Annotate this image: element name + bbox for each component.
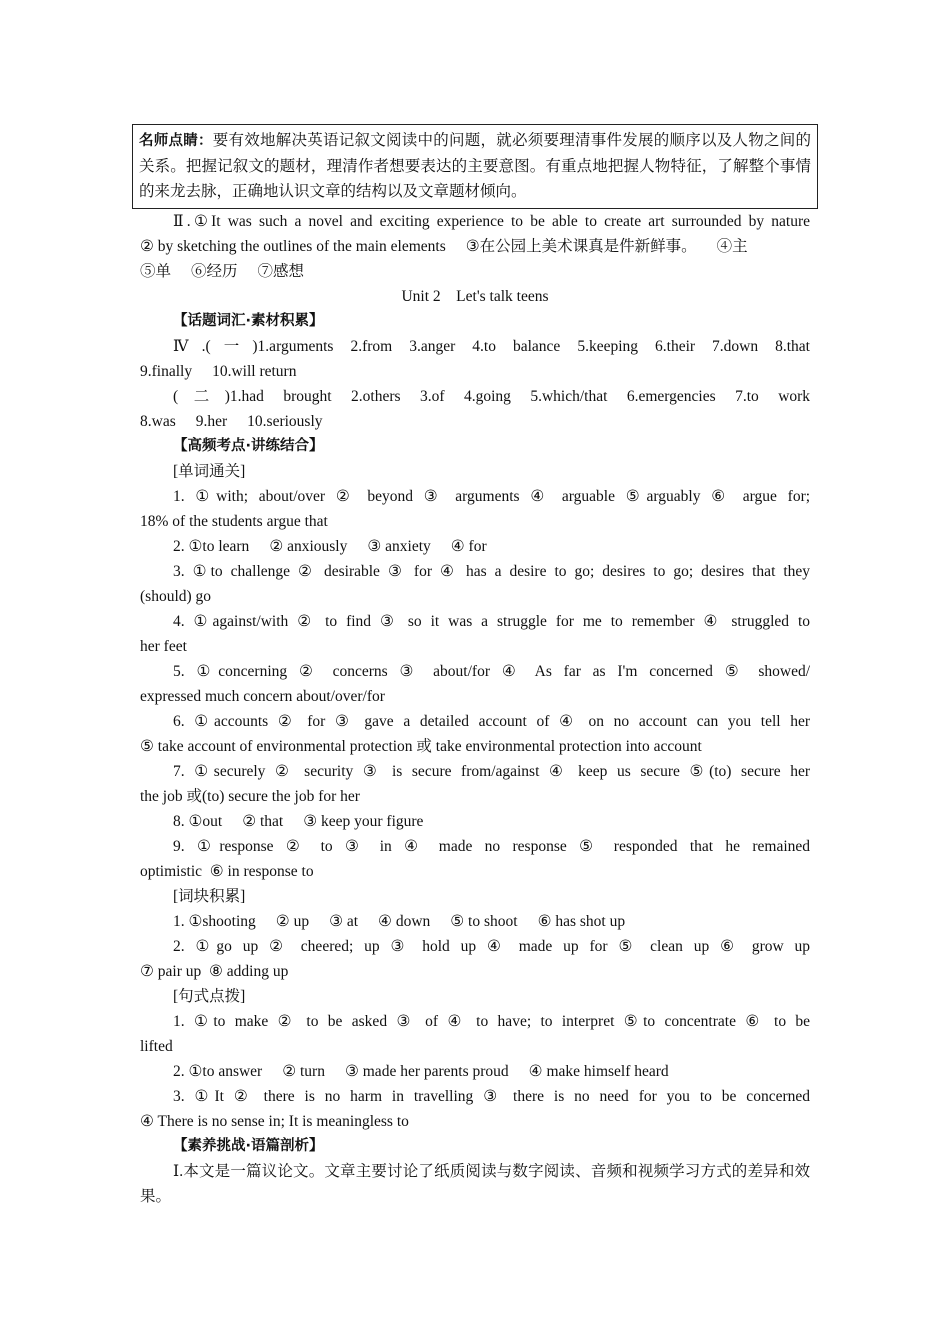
answer-item: ③ of	[396, 1013, 439, 1030]
answer-item: ④ arguable	[530, 488, 615, 505]
answer-item: ⑥ has shot up	[537, 913, 626, 930]
phrase-section-label: [词块积累]	[173, 888, 246, 905]
word-answer-line-1	[140, 659, 810, 684]
answer-item: ② concerns	[298, 663, 388, 680]
answer-item: 2.others	[351, 388, 401, 405]
sentence-answer-line-2: ④ There is no sense in; It is meaningless to	[140, 1113, 409, 1130]
answer-item: ② up	[275, 913, 310, 930]
answer-item: ② cheered; up	[269, 938, 380, 955]
answer-item: ⑤ to shoot	[450, 913, 518, 930]
word-answer-line-2: ⑤ take account of environmental protection 或 take environmental protection into account	[140, 738, 702, 755]
answer-item: ④ As far as I'm concerned	[501, 663, 713, 680]
answer-item: 5.keeping	[577, 338, 639, 355]
part-4-1-line-1	[140, 334, 810, 359]
phrase-answer-line-2: ⑦ pair up ⑧ adding up	[140, 963, 289, 980]
answer-item: ② there is no harm in travelling	[233, 1088, 474, 1105]
section-2-item: ③在公园上美术课真是件新鲜事。	[465, 238, 697, 255]
answer-item: 3. ①It	[173, 1088, 224, 1105]
answer-item: ② to	[285, 838, 333, 855]
word-answer-line-2: her feet	[140, 638, 187, 655]
answer-item: 6. ①accounts	[173, 713, 269, 730]
sentence-answer-line-1	[140, 1009, 810, 1034]
answer-item: 3. ①to challenge	[173, 563, 291, 580]
answer-item: ③ gave a detailed account of	[335, 713, 550, 730]
answer-item: ③ in	[345, 838, 392, 855]
answer-item: ② to be asked	[277, 1013, 388, 1030]
word-answer-line-1	[140, 484, 810, 509]
answer-item: ② that	[242, 813, 284, 830]
answer-item: 2.from	[350, 338, 393, 355]
answer-item: 8.was	[140, 413, 176, 430]
answer-item: 6.their	[655, 338, 696, 355]
answer-item: 4. ①against/with	[173, 613, 289, 630]
answer-item: 7.to work	[735, 388, 811, 405]
answer-item: ⑤ showed/	[724, 663, 811, 680]
answer-item: ③ anxiety	[367, 538, 431, 555]
passage-analysis: Ⅰ.本文是一篇议论文。文章主要讨论了纸质阅读与数字阅读、音频和视频学习方式的差异和效果。	[140, 1163, 810, 1205]
answer-item: 9.finally	[140, 363, 193, 380]
section-2-item: ⑦感想	[257, 263, 305, 280]
answer-item: ④ make himself heard	[528, 1063, 669, 1080]
answer-item: ② to find	[297, 613, 372, 630]
answer-item: ② for	[277, 713, 326, 730]
word-answer-line-1	[140, 559, 810, 584]
answer-item: ⑤to concentrate	[623, 1013, 736, 1030]
word-answer-line-1	[140, 834, 810, 859]
answer-item: ② turn	[282, 1063, 325, 1080]
section-2-line-3	[140, 259, 810, 284]
vocab-heading: 【话题词汇·素材积累】	[173, 313, 324, 329]
word-answer-line-2: 18% of the students argue that	[140, 513, 328, 530]
answer-item: ③ for	[387, 563, 432, 580]
answer-item: 5.which/that	[530, 388, 608, 405]
part-4-2-line-1	[140, 384, 810, 409]
answer-item: ② desirable	[298, 563, 380, 580]
part-4-2-line-2	[140, 409, 810, 434]
answer-item: ④ keep us secure	[548, 763, 680, 780]
answer-item: 3.of	[419, 388, 445, 405]
answer-item: ⑥ argue for;	[711, 488, 811, 505]
answer-item: 6.emergencies	[626, 388, 716, 405]
answer-item: 2. ①to learn	[173, 538, 250, 555]
phrase-answers	[140, 909, 810, 984]
answer-item: 9.her	[195, 413, 228, 430]
answer-item: ④ on no account can you tell her	[559, 713, 811, 730]
word-answer-line-2: expressed much concern about/over/for	[140, 688, 385, 705]
answer-item: 1. ①shooting	[173, 913, 256, 930]
answer-item: ④ to have; to interpret	[447, 1013, 615, 1030]
tip-label: 名师点睛：	[139, 133, 213, 149]
answer-item: ③ arguments	[423, 488, 520, 505]
word-answer-line-2: (should) go	[140, 588, 212, 605]
answer-item: 4.to balance	[472, 338, 561, 355]
teacher-tip-box	[132, 124, 818, 209]
answer-item: ⑥ grow up	[720, 938, 811, 955]
answer-item: ③ keep your figure	[303, 813, 424, 830]
answer-item: ④ down	[378, 913, 431, 930]
answer-item: ③ there is no need for you to be concerned	[483, 1088, 810, 1105]
answer-item: ⑤arguably	[625, 488, 701, 505]
part-4-1-line-2	[140, 359, 810, 384]
word-answer-line-1	[140, 534, 810, 559]
literacy-heading: 【素养挑战·语篇剖析】	[173, 1138, 324, 1154]
sentence-answers	[140, 1009, 810, 1134]
answer-item: ④ for	[450, 538, 487, 555]
answer-item: 8. ①out	[173, 813, 223, 830]
section-2-line-1: Ⅱ.①It was such a novel and exciting experience to be able to create art surrounded by nature	[173, 213, 810, 230]
word-answers	[140, 484, 810, 884]
phrase-answer-line-1	[140, 934, 810, 959]
answer-item: ⑤(to) secure her	[689, 763, 810, 780]
answer-item: ③ at	[329, 913, 359, 930]
answer-item: 2. ①to answer	[173, 1063, 263, 1080]
section-2-item: ⑥经历	[191, 263, 238, 280]
answer-item: 7.down	[712, 338, 759, 355]
word-answer-line-1	[140, 809, 810, 834]
sentence-answer-line-1	[140, 1084, 810, 1109]
answer-item: Ⅳ.(一)1.arguments	[173, 338, 334, 355]
section-2-item: ② by sketching the outlines of the main elements	[140, 238, 446, 255]
answer-item: ② security	[275, 763, 354, 780]
answer-item: ⑤ responded that he remained	[579, 838, 811, 855]
answer-item: ③ hold up	[390, 938, 477, 955]
answer-item: ④ made up for	[487, 938, 608, 955]
answer-item: 10.will return	[212, 363, 297, 380]
answer-item: 8.that	[775, 338, 810, 355]
answer-item: 4.going	[463, 388, 511, 405]
answer-item: 7. ①securely	[173, 763, 266, 780]
section-2-item: ⑤单	[140, 263, 172, 280]
answer-item: (二)1.had brought	[173, 388, 332, 405]
high-frequency-heading: 【高频考点·讲练结合】	[173, 438, 324, 454]
answer-item: 10.seriously	[247, 413, 323, 430]
answer-item: ④ struggled to	[703, 613, 811, 630]
answer-item: ③ so it was a struggle for me to remember	[380, 613, 695, 630]
phrase-answer-line-1	[140, 909, 810, 934]
answer-item: ② anxiously	[269, 538, 348, 555]
word-answer-line-1	[140, 759, 810, 784]
answer-item: ④ made no response	[404, 838, 567, 855]
answer-item: ③ about/for	[399, 663, 490, 680]
answer-item: ⑤ clean up	[618, 938, 710, 955]
section-2-item: ④主	[716, 238, 748, 255]
answer-item: 1. ①to make	[173, 1013, 269, 1030]
section-2-line-2	[140, 234, 810, 259]
word-section-label: [单词通关]	[173, 463, 246, 480]
word-answer-line-1	[140, 609, 810, 634]
answer-item: 2. ①go up	[173, 938, 259, 955]
answer-item: 9. ①response	[173, 838, 274, 855]
sentence-answer-line-1	[140, 1059, 810, 1084]
answer-page	[140, 124, 810, 1209]
word-answer-line-1	[140, 709, 810, 734]
answer-item: ⑥ to be	[745, 1013, 811, 1030]
sentence-answer-line-2: lifted	[140, 1038, 173, 1055]
answer-item: 1. ①with; about/over	[173, 488, 326, 505]
answer-item: ③ is secure from/against	[362, 763, 540, 780]
sentence-section-label: [句式点拨]	[173, 988, 246, 1005]
tip-text: 要有效地解决英语记叙文阅读中的问题，就必须要理清事件发展的顺序以及人物之间的关系。把握记叙文的题材，理清作者想要表达的主要意图。有重点地把握人物特征，了解整个事情的来龙去脉，正确地认识文章的结构以及文章题材倾向。	[139, 132, 811, 200]
answer-item: 5. ①concerning	[173, 663, 288, 680]
word-answer-line-2: optimistic ⑥ in response to	[140, 863, 314, 880]
answer-item: ③ made her parents proud	[344, 1063, 509, 1080]
unit-title: Unit 2 Let's talk teens	[401, 288, 549, 305]
answer-item: 3.anger	[409, 338, 456, 355]
word-answer-line-2: the job 或(to) secure the job for her	[140, 788, 360, 805]
answer-item: ② beyond	[335, 488, 413, 505]
answer-item: ④ has a desire to go; desires to go; desires that they	[439, 563, 811, 580]
